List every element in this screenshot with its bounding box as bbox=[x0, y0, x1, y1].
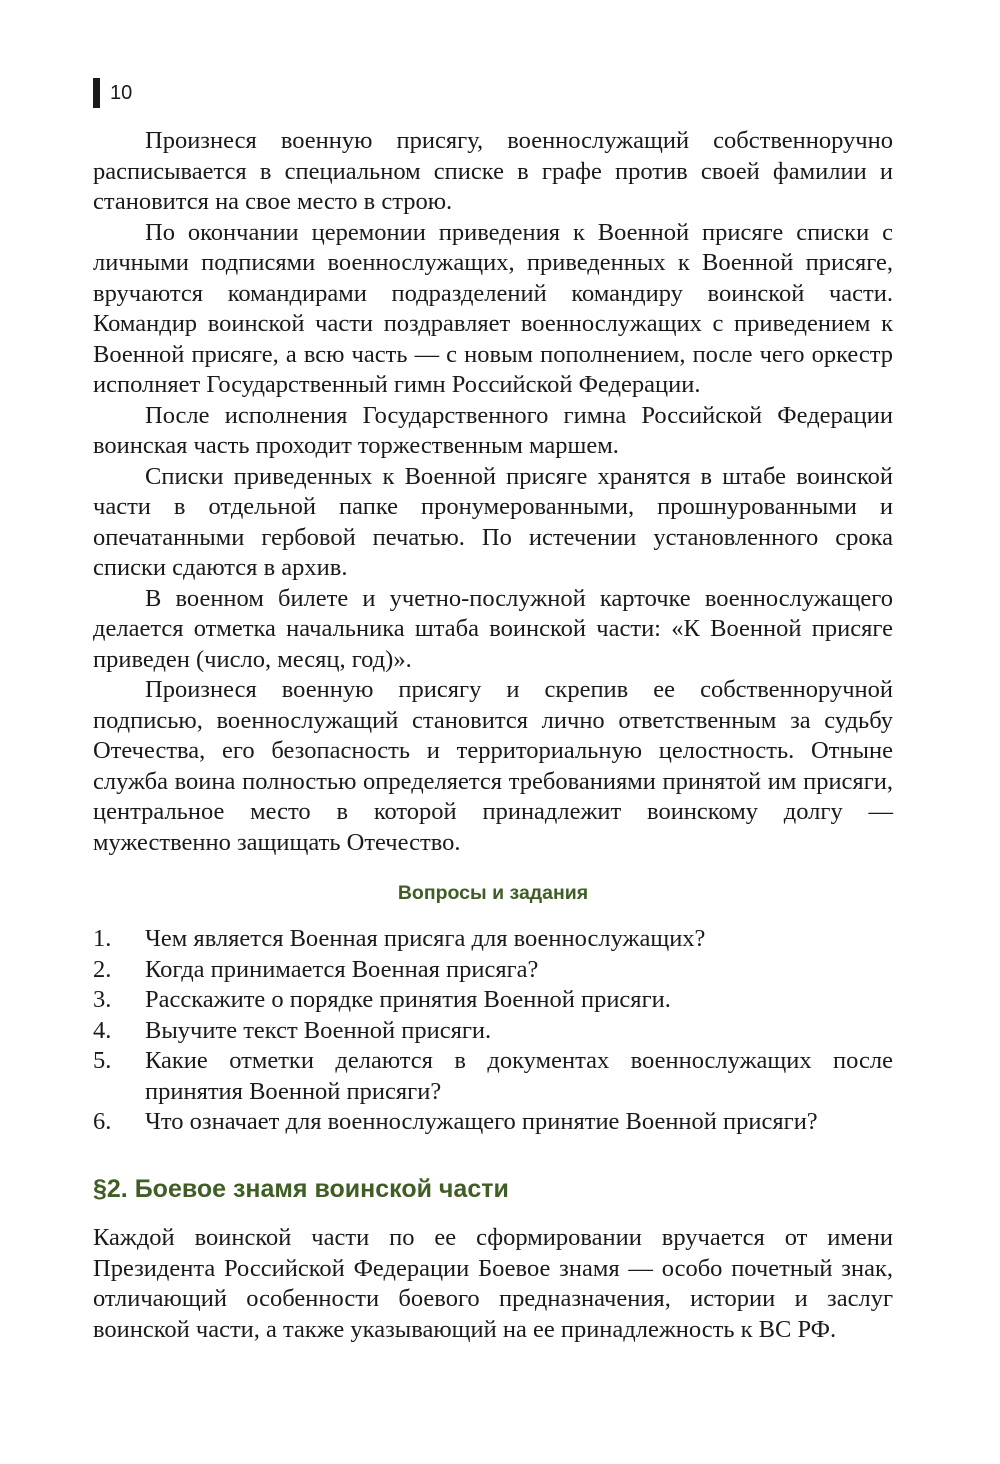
question-text: Какие отметки делаются в документах военнослужащих после принятия Военной присяги? bbox=[145, 1047, 893, 1105]
section-paragraph: Каждой воинской части по ее сформировании вручается от имени Президента Российской Федерации Боевое знамя — особо почетный знак, отличающий особенности боевого предназначения, истории и заслуг воинской части, а также указывающий на ее принадлежность к ВС РФ. bbox=[93, 1224, 893, 1343]
paragraph: По окончании церемонии приведения к Военной присяге списки с личными подписями военнослужащих, приведенных к Военной присяге, вручаются командирами подразделений командиру воинской части. Командир воинской части поздравляет военнослужащих с приведением к Военной присяге, а всю часть — с новым пополнением, после чего оркестр исполняет Государственный гимн Российской Федерации. bbox=[93, 218, 893, 398]
body-text bbox=[93, 126, 893, 858]
questions-list bbox=[93, 924, 893, 1138]
section-title: §2. Боевое знамя воинской части bbox=[93, 1175, 509, 1203]
paragraph: Произнеся военную присягу, военнослужащий собственноручно расписывается в специальном списке в графе против своей фамилии и становится на свое место в строю. bbox=[93, 127, 893, 215]
question-number: 3. bbox=[93, 986, 112, 1013]
questions-heading: Вопросы и задания bbox=[397, 882, 589, 904]
question-text: Выучите текст Военной присяги. bbox=[145, 1016, 492, 1044]
paragraph: После исполнения Государственного гимна Российской Федерации воинская часть проходит торжественным маршем. bbox=[93, 401, 893, 459]
question-item bbox=[93, 1107, 893, 1138]
question-number: 5. bbox=[93, 1047, 112, 1074]
question-item bbox=[93, 924, 893, 955]
question-item bbox=[93, 955, 893, 986]
paragraph: Произнеся военную присягу и скрепив ее собственноручной подписью, военнослужащий становится лично ответственным за судьбу Отечества, его безопасность и территориальную целостность. Отныне служба воина полностью определяется требованиями принятой им присяги, центральное место в которой принадлежит воинскому долгу — мужественно защищать Отечество. bbox=[93, 676, 893, 856]
question-text: Когда принимается Военная присяга? bbox=[145, 955, 539, 983]
question-item bbox=[93, 985, 893, 1016]
question-item bbox=[93, 1046, 893, 1107]
question-number: 2. bbox=[93, 955, 112, 983]
question-number: 6. bbox=[93, 1108, 112, 1135]
question-text: Чем является Военная присяга для военнослужащих? bbox=[145, 925, 706, 952]
question-text: Что означает для военнослужащего принятие Военной присяги? bbox=[145, 1108, 818, 1135]
page-number: 10 bbox=[110, 82, 133, 104]
question-text: Расскажите о порядке принятия Военной присяги. bbox=[145, 986, 671, 1013]
paragraph: Списки приведенных к Военной присяге хранятся в штабе воинской части в отдельной папке пронумерованными, прошнурованными и опечатанными гербовой печатью. По истечении установленного срока списки сдаются в архив. bbox=[93, 462, 893, 581]
page-marker-bar bbox=[93, 78, 100, 108]
question-number: 1. bbox=[93, 925, 112, 952]
question-number: 4. bbox=[93, 1016, 112, 1044]
paragraph: В военном билете и учетно-послужной карточке военнослужащего делается отметка начальника штаба воинской части: «К Военной присяге приведен (число, месяц, год)». bbox=[93, 584, 893, 673]
question-item bbox=[93, 1016, 893, 1047]
